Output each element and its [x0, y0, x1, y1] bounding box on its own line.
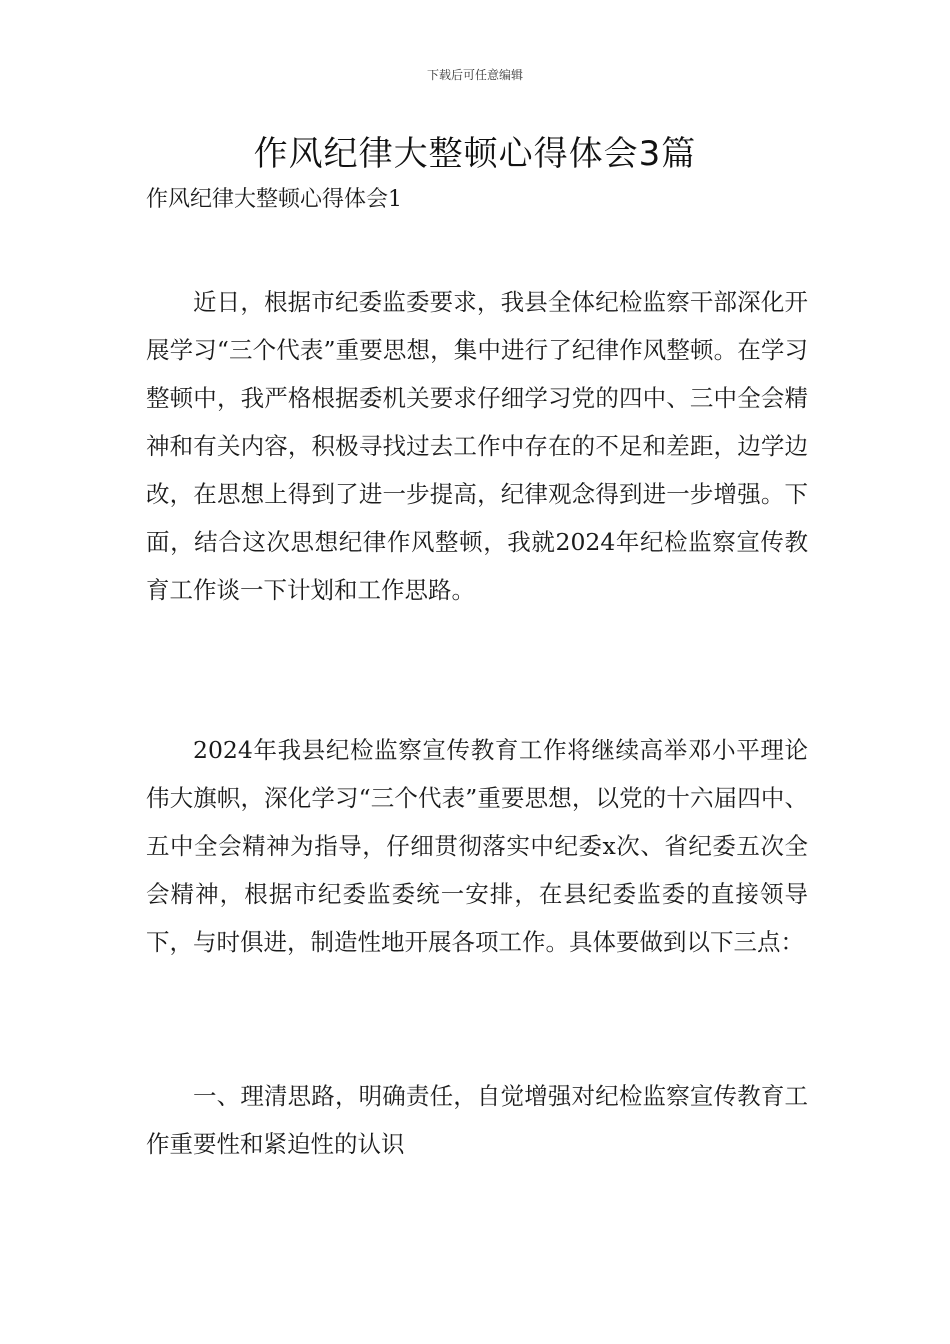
paragraph-3: 一、理清思路，明确责任，自觉增强对纪检监察宣传教育工作重要性和紧迫性的认识 [146, 1082, 808, 1158]
header-note: 下载后可任意编辑 [426, 68, 523, 82]
paragraph-1: 近日，根据市纪委监委要求，我县全体纪检监察干部深化开展学习“三个代表”重要思想，集中进行了纪律作风整顿。在学习整顿中，我严格根据委机关要求仔细学习党的四中、三中全会精神和有关内容，积极寻找过去工作中存在的不足和差距，边学边改，在思想上得到了进一步提高，纪律观念得到进一步增强。下面，结合这次思想纪律作风整顿，我就2024年纪检监察宣传教育工作谈一下计划和工作思路。 [146, 288, 808, 604]
paragraph-2: 2024年我县纪检监察宣传教育工作将继续高举邓小平理论伟大旗帜，深化学习“三个代表”重要思想，以党的十六届四中、五中全会精神为指导，仔细贯彻落实中纪委x次、省纪委五次全会精神，根据市纪委监委统一安排，在县纪委监委的直接领导下，与时俱进，制造性地开展各项工作。具体要做到以下三点： [146, 736, 808, 956]
section-heading: 作风纪律大整顿心得体会1 [146, 187, 402, 212]
document-title: 作风纪律大整顿心得体会3篇 [253, 134, 697, 174]
